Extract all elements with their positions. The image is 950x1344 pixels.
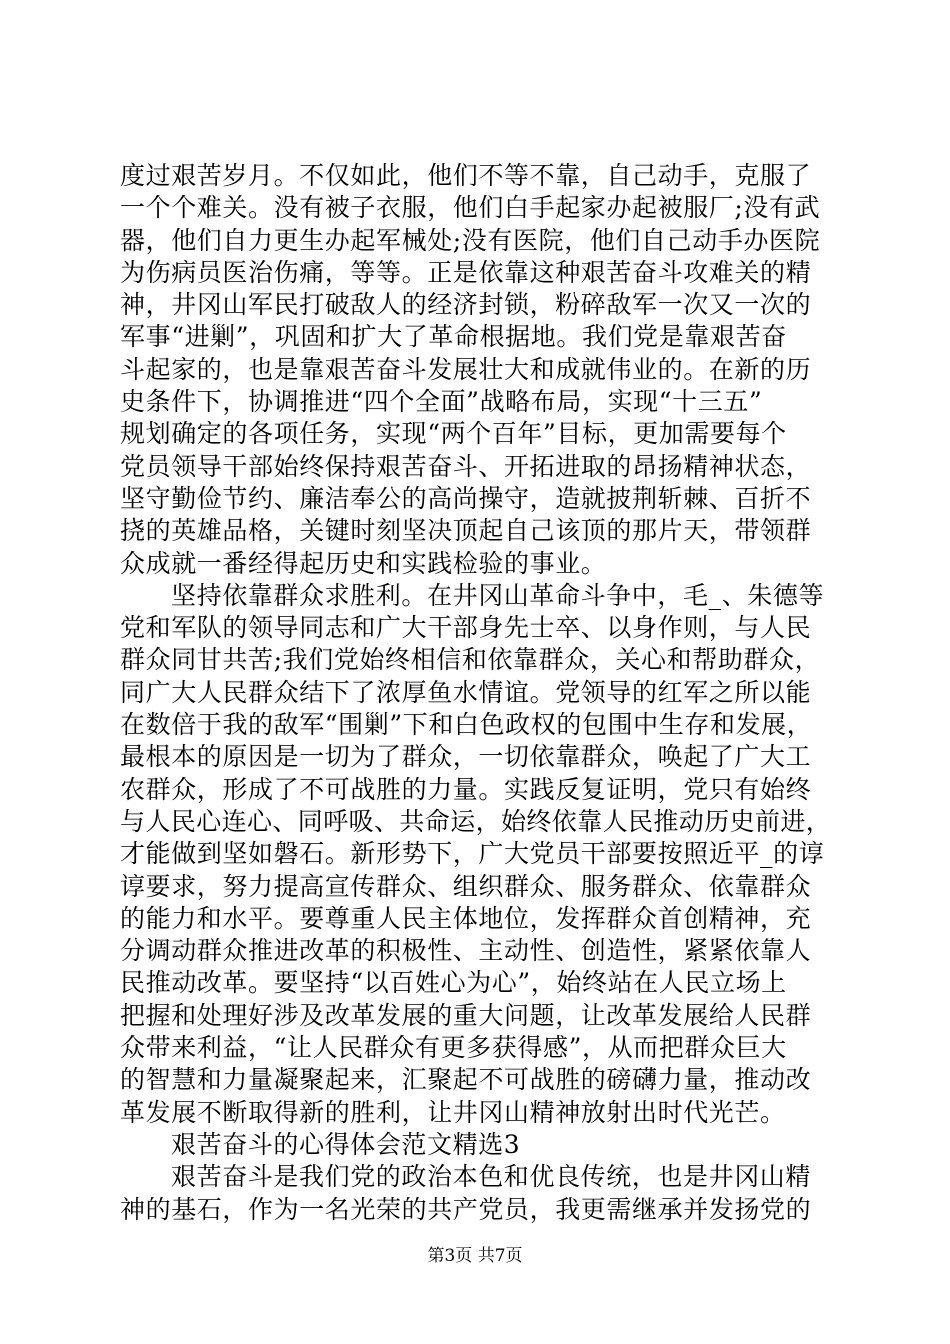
text-line: 为伤病员医治伤痛，等等。正是依靠这种艰苦奋斗攻难关的精 (120, 257, 812, 287)
text-line: 艰苦奋斗是我们党的政治本色和优良传统，也是井冈山精 (171, 1162, 812, 1192)
text-line: 的能力和水平。要尊重人民主体地位，发挥群众首创精神，充 (120, 903, 812, 933)
text-line: 众成就一番经得起历史和实践检验的事业。 (120, 548, 607, 578)
text-line: 的智慧和力量凝聚起来，汇聚起不可战胜的磅礴力量，推动改 (120, 1065, 812, 1095)
page-footer: 第3页 共7页 (427, 1246, 523, 1266)
text-line: 挠的英雄品格，关键时刻坚决顶起自己该顶的那片天，带领群 (120, 516, 812, 546)
text-line: 规划确定的各项任务，实现“两个百年”目标，更加需要每个 (120, 419, 787, 449)
text-line: 党和军队的领导同志和广大干部身先士卒、以身作则，与人民 (120, 613, 812, 643)
text-line: 神的基石，作为一名光荣的共产党员，我更需继承并发扬党的 (120, 1194, 812, 1224)
text-line: 最根本的原因是一切为了群众，一切依靠群众，唤起了广大工 (120, 742, 812, 772)
text-line: 军事“进剿”，巩固和扩大了革命根据地。我们党是靠艰苦奋 (120, 322, 787, 352)
text-line: 史条件下，协调推进“四个全面”战略布局，实现“十三五” (120, 387, 763, 417)
text-line: 一个个难关。没有被子衣服，他们白手起家办起被服厂;没有武 (120, 193, 821, 223)
text-line: 农群众，形成了不可战胜的力量。实践反复证明，党只有始终 (120, 774, 812, 804)
text-line: 谆要求，努力提高宣传群众、组织群众、服务群众、依靠群众 (120, 871, 812, 901)
text-line: 艰苦奋斗的心得体会范文精选3 (171, 1129, 521, 1159)
text-line: 才能做到坚如磐石。新形势下，广大党员干部要按照近平_的谆 (120, 839, 825, 869)
text-line: 坚守勤俭节约、廉洁奉公的高尚操守，造就披荆斩棘、百折不 (120, 483, 812, 513)
text-line: 把握和处理好涉及改革发展的重大问题，让改革发展给人民群 (120, 1000, 812, 1030)
text-line: 度过艰苦岁月。不仅如此，他们不等不靠，自己动手，克服了 (120, 161, 812, 190)
text-line: 群众同甘共苦;我们党始终相信和依靠群众，关心和帮助群众， (120, 645, 821, 675)
text-line: 众带来利益，“让人民群众有更多获得感”，从而把群众巨大 (120, 1033, 787, 1063)
text-line: 器，他们自力更生办起军械处;没有医院，他们自己动手办医院 (120, 225, 821, 255)
text-line: 革发展不断取得新的胜利，让井冈山精神放射出时代光芒。 (120, 1097, 786, 1127)
text-line: 斗起家的，也是靠艰苦奋斗发展壮大和成就伟业的。在新的历 (120, 354, 812, 384)
text-line: 党员领导干部始终保持艰苦奋斗、开拓进取的昂扬精神状态， (120, 451, 812, 481)
text-line: 坚持依靠群众求胜利。在井冈山革命斗争中，毛_、朱德等 (171, 580, 825, 610)
text-line: 民推动改革。要坚持“以百姓心为心”，始终站在人民立场上 (120, 968, 787, 998)
text-line: 分调动群众推进改革的积极性、主动性、创造性，紧紧依靠人 (120, 936, 812, 966)
text-line: 神，井冈山军民打破敌人的经济封锁，粉碎敌军一次又一次的 (120, 290, 812, 320)
text-line: 与人民心连心、同呼吸、共命运，始终依靠人民推动历史前进， (120, 806, 832, 836)
text-line: 在数倍于我的敌军“围剿”下和白色政权的包围中生存和发展， (120, 710, 813, 740)
document-body (120, 160, 832, 1226)
text-line: 同广大人民群众结下了浓厚鱼水情谊。党领导的红军之所以能 (120, 677, 812, 707)
